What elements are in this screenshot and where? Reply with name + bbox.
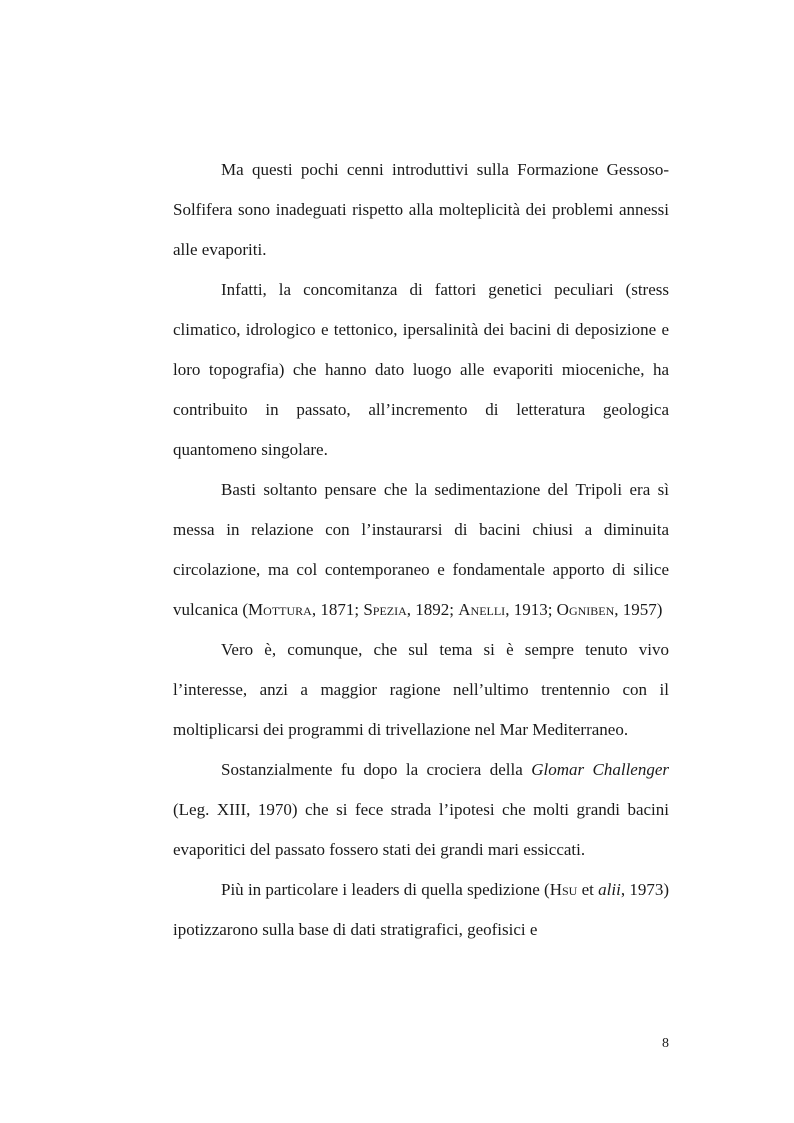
page-number: 8	[662, 1036, 669, 1051]
page-body	[173, 150, 669, 950]
citation-author-anelli: Anelli	[458, 600, 506, 619]
ship-name: Glomar Challenger	[531, 760, 670, 779]
citation-year-1957: , 1957)	[614, 600, 663, 619]
citation-year-1913: , 1913;	[505, 600, 557, 619]
paragraph-4: Vero è, comunque, che sul tema si è sempre tenuto vivo l’interesse, anzi a maggior ragione nell’ultimo trentennio con il moltiplicarsi dei programmi di trivellazione nel Mar Mediterraneo.	[173, 640, 669, 739]
citation-year-1892: , 1892;	[406, 600, 459, 619]
paragraph-6-text-a: Più in particolare i leaders di quella spedizione (	[221, 880, 550, 899]
paragraph-5-text-a: Sostanzialmente fu dopo la crociera della	[221, 760, 532, 779]
paragraph-3-text: Basti soltanto pensare che la sedimentazione del Tripoli era sì messa in relazione con l’instaurarsi di bacini chiusi a diminuita circolazione, ma col contemporaneo e fondamentale apporto di silice vulcanica (	[173, 480, 669, 619]
citation-year-1871: , 1871;	[311, 600, 364, 619]
citation-author-hsu: Hsu	[549, 880, 578, 899]
paragraph-1: Ma questi pochi cenni introduttivi sulla Formazione Gessoso-Solfifera sono inadeguati rispetto alla molteplicità dei problemi annessi alle evaporiti.	[173, 160, 669, 259]
citation-author-spezia: Spezia	[363, 600, 407, 619]
paragraph-5	[173, 750, 669, 870]
paragraph-6	[173, 870, 669, 950]
citation-alii: alii	[598, 880, 621, 899]
citation-author-ogniben: Ogniben	[556, 600, 615, 619]
paragraph-6-text-b: et	[577, 880, 599, 899]
paragraph-2: Infatti, la concomitanza di fattori genetici peculiari (stress climatico, idrologico e tettonico, ipersalinità dei bacini di deposizione e loro topografia) che hanno dato luogo alle evaporiti mioceniche, ha contribuito in passato, all’incremento di letteratura geologica quantomeno singolare.	[173, 280, 669, 459]
paragraph-6-text-c: , 1973) ipotizzarono sulla base di dati stratigrafici, geofisici e	[173, 880, 669, 939]
citation-author-mottura: Mottura	[248, 600, 312, 619]
paragraph-3	[173, 470, 669, 630]
paragraph-5-text-b: (Leg. XIII, 1970) che si fece strada l’ipotesi che molti grandi bacini evaporitici del passato fossero stati dei grandi mari essiccati.	[173, 800, 669, 859]
